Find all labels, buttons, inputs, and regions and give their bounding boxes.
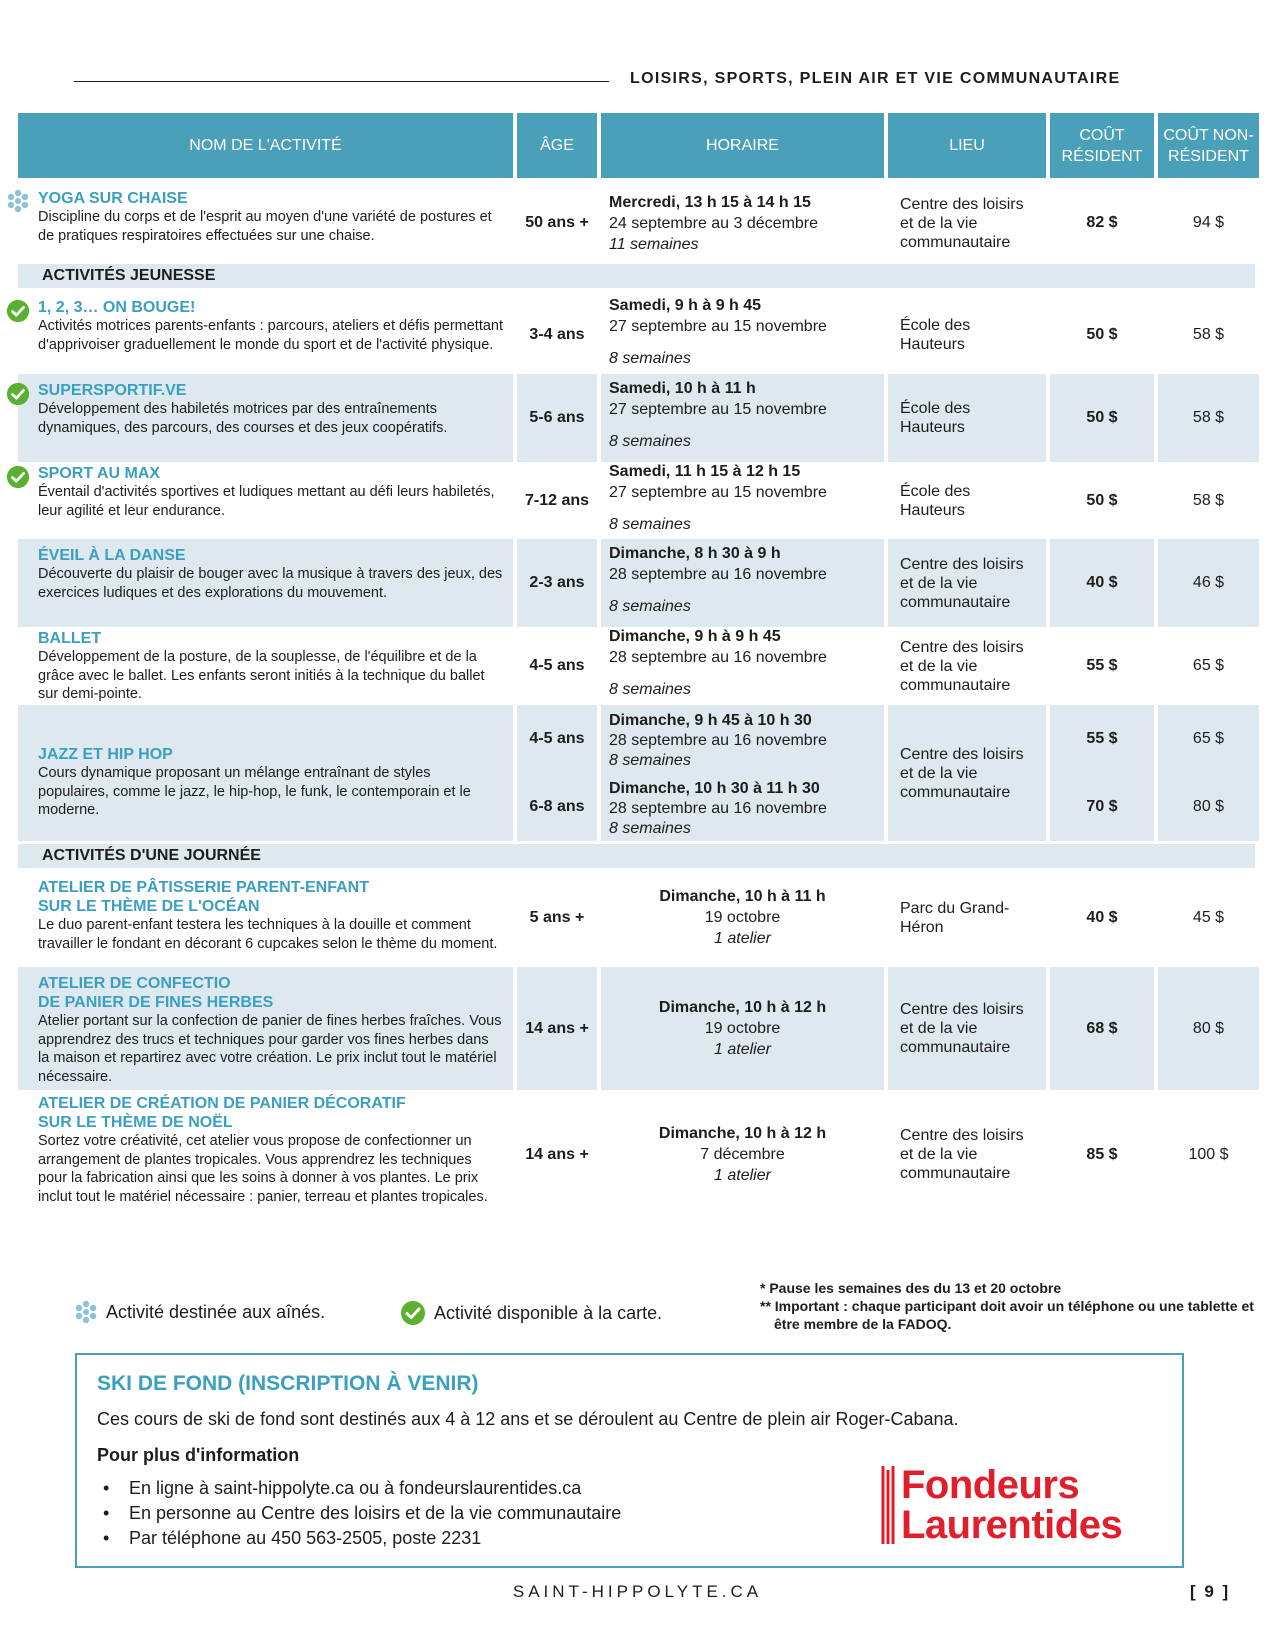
schedule-day: Samedi, 10 h à 11 h — [609, 380, 756, 397]
cost-resident: 85 $ — [1086, 1145, 1118, 1163]
activity-name: SUPERSPORTIF.VE — [38, 382, 187, 399]
schedule-cell — [601, 291, 884, 379]
schedule-day: Dimanche, 10 h à 12 h — [658, 999, 827, 1016]
table-header — [18, 113, 1255, 178]
age-cell: 5 ans + — [529, 908, 585, 926]
check-circle-icon — [6, 299, 30, 323]
activity-cell — [18, 705, 513, 841]
legend-seniors-label: Activité destinée aux aînés. — [106, 1301, 326, 1322]
activity-name: JAZZ ET HIP HOP — [38, 746, 173, 763]
activity-name: BALLET — [38, 630, 102, 647]
ski-title: SKI DE FOND (INSCRIPTION À VENIR) — [97, 1372, 479, 1395]
activity-name: SPORT AU MAX — [38, 465, 161, 482]
schedule-weeks: 8 semaines — [609, 598, 691, 615]
schedule-cell — [601, 967, 884, 1090]
activity-cell — [18, 1087, 513, 1222]
ski-tracks-icon — [880, 1464, 900, 1546]
place-cell: Centre des loisirs et de la vie communautaire — [900, 1127, 1024, 1182]
place-cell: Parc du Grand-Héron — [900, 899, 1010, 936]
table-row — [18, 457, 1255, 536]
logo-line1: Fondeurs — [901, 1463, 1080, 1507]
cost-resident: 50 $ — [1050, 374, 1154, 462]
cost-resident: 55 $ — [1086, 657, 1118, 674]
activity-description: Atelier portant sur la confection de panier de fines herbes fraîches. Vous apprendrez des trucs et techniques pour garder vos fines herbes dans la maison et repartirez avec votre création. Le prix inclut tout le matériel nécessaire. — [38, 1013, 502, 1085]
schedule-day: Dimanche, 9 h à 9 h 45 — [609, 628, 781, 645]
table-row — [18, 871, 1255, 964]
legend-card-label: Activité disponible à la carte. — [434, 1302, 663, 1323]
cost-resident: 68 $ — [1050, 967, 1154, 1090]
place-cell: Centre des loisirs et de la vie communautaire — [888, 967, 1046, 1090]
footnotes — [760, 1279, 1275, 1333]
schedule-dates: 28 septembre au 16 novembre — [609, 800, 827, 817]
schedule-day: Dimanche, 10 h 30 à 11 h 30 — [609, 780, 820, 797]
activity-name: 1, 2, 3… ON BOUGE! — [38, 299, 196, 316]
place-cell: École des Hauteurs — [900, 317, 971, 353]
cost-nonresident: 80 $ — [1158, 967, 1259, 1090]
cost-resident: 50 $ — [1086, 326, 1118, 343]
schedule-weeks: 1 atelier — [714, 930, 771, 947]
schedule-cell — [601, 773, 884, 841]
cost-nonresident: 65 $ — [1192, 657, 1225, 674]
activity-cell — [18, 291, 513, 379]
category-youth: ACTIVITÉS JEUNESSE — [18, 264, 1255, 288]
table-row-jazz — [18, 705, 1255, 841]
list-item: • En ligne à saint-hippolyte.ca ou à fondeurslaurentides.ca — [97, 1476, 1162, 1501]
schedule-dates: 24 septembre au 3 décembre — [609, 215, 819, 232]
cost-resident: 40 $ — [1050, 539, 1154, 627]
schedule-cell — [601, 871, 884, 964]
schedule-dates: 27 septembre au 15 novembre — [609, 484, 827, 501]
cost-nonresident: 58 $ — [1192, 492, 1225, 509]
list-item: • Par téléphone au 450 563-2505, poste 2231 — [97, 1526, 1162, 1551]
activity-cell — [18, 967, 513, 1090]
activity-name-line2: SUR LE THÈME DE NOËL — [38, 1114, 233, 1131]
place-cell: École des Hauteurs — [888, 374, 1046, 462]
activity-name-line1: ATELIER DE CONFECTIO — [38, 975, 231, 992]
schedule-cell — [601, 1087, 884, 1222]
activities-table — [18, 113, 1255, 1222]
activity-cell — [18, 871, 513, 964]
cost-nonresident: 45 $ — [1192, 908, 1225, 926]
cost-nonresident: 65 $ — [1158, 705, 1259, 773]
cost-resident: 55 $ — [1050, 705, 1154, 773]
legend-seniors — [74, 1300, 325, 1324]
activity-description: Développement de la posture, de la souplesse, de l'équilibre et de la grâce avec le ballet. Les enfants seront initiés à la technique du ballet sur demi-pointe. — [38, 649, 485, 702]
cost-nonresident: 58 $ — [1192, 326, 1225, 343]
schedule-dates: 27 septembre au 15 novembre — [609, 401, 827, 418]
schedule-day: Mercredi, 13 h 15 à 14 h 15 — [609, 194, 811, 211]
schedule-dates: 28 septembre au 16 novembre — [609, 649, 827, 666]
schedule-weeks: 8 semaines — [609, 350, 691, 367]
activity-description: Le duo parent-enfant testera les techniques à la douille et comment travailler le fondant en décorant 6 cupcakes selon le thème du moment. — [38, 917, 498, 952]
schedule-weeks: 8 semaines — [609, 820, 691, 837]
activity-name-line1: ATELIER DE PÂTISSERIE PARENT-ENFANT — [38, 879, 369, 896]
list-item: • En personne au Centre des loisirs et de la vie communautaire — [97, 1501, 1162, 1526]
cost-resident: 82 $ — [1086, 214, 1118, 231]
note-pause: * Pause les semaines des du 13 et 20 octobre — [760, 1280, 1062, 1296]
age-cell: 5-6 ans — [517, 374, 597, 462]
section-title: LOISIRS, SPORTS, PLEIN AIR ET VIE COMMUNAUTAIRE — [630, 70, 1121, 87]
schedule-day: Samedi, 11 h 15 à 12 h 15 — [609, 463, 801, 480]
activity-cell — [18, 622, 513, 710]
legend-card — [400, 1300, 662, 1326]
schedule-cell — [601, 181, 884, 265]
place-cell: École des Hauteurs — [900, 483, 971, 519]
schedule-weeks: 8 semaines — [609, 752, 691, 769]
page-number: [ 9 ] — [1190, 1582, 1231, 1601]
activity-name-line2: DE PANIER DE FINES HERBES — [38, 994, 274, 1011]
age-cell: 14 ans + — [517, 967, 597, 1090]
activity-description: Découverte du plaisir de bouger avec la musique à travers des jeux, des exercices ludiques et des explorations du mouvement. — [38, 566, 503, 601]
header-cost-resident: COÛT RÉSIDENT — [1050, 113, 1154, 178]
footer-url: SAINT-HIPPOLYTE.CA — [512, 1582, 763, 1601]
header-rule — [74, 81, 609, 82]
check-circle-icon — [6, 465, 30, 489]
ski-text: Ces cours de ski de fond sont destinés aux 4 à 12 ans et se déroulent au Centre de plein air Roger-Cabana. — [97, 1409, 959, 1429]
check-circle-icon — [6, 382, 30, 406]
activity-cell — [18, 539, 513, 627]
activity-name-line1: ATELIER DE CRÉATION DE PANIER DÉCORATIF — [38, 1095, 406, 1112]
cost-resident: 40 $ — [1086, 908, 1118, 926]
activity-cell — [18, 457, 513, 545]
header-age: ÂGE — [517, 113, 597, 178]
table-row — [18, 291, 1255, 371]
schedule-weeks: 1 atelier — [714, 1041, 771, 1058]
activity-description: Développement des habiletés motrices par des entraînements dynamiques, des parcours, des courses et des jeux coopératifs. — [38, 401, 448, 436]
activity-description: Sortez votre créativité, cet atelier vous propose de confectionner un arrangement de plantes tropicales. Vous apprendrez les techniques pour la fabrication ainsi que les soins à donner à vos plantes. Le prix inclut tout le matériel nécessaire : panier, terreau et plantes tropicales. — [38, 1133, 488, 1205]
cost-nonresident: 80 $ — [1158, 773, 1259, 841]
snowflake-icon — [6, 189, 30, 213]
age-cell: 6-8 ans — [517, 773, 597, 841]
table-row — [18, 539, 1255, 619]
cost-nonresident: 58 $ — [1158, 374, 1259, 462]
cost-resident: 50 $ — [1086, 492, 1118, 509]
cost-resident: 70 $ — [1050, 773, 1154, 841]
activity-description: Activités motrices parents-enfants : parcours, ateliers et défis permettant d'apprivoiser graduellement le monde du sport et de l'activité physique. — [38, 318, 504, 353]
schedule-cell — [601, 622, 884, 710]
schedule-dates: 28 septembre au 16 novembre — [609, 732, 827, 749]
header-schedule: HORAIRE — [601, 113, 884, 178]
check-circle-icon — [400, 1300, 426, 1326]
age-cell: 2-3 ans — [517, 539, 597, 627]
age-cell: 3-4 ans — [529, 326, 585, 343]
cost-nonresident: 46 $ — [1158, 539, 1259, 627]
table-row — [18, 622, 1255, 702]
schedule-day: Dimanche, 10 h à 11 h — [659, 888, 826, 905]
place-cell: Centre des loisirs et de la vie communautaire — [888, 705, 1046, 841]
header-place: LIEU — [888, 113, 1046, 178]
note-important: ** Important : chaque participant doit avoir un téléphone ou une tablette et être membre de la FADOQ. — [760, 1298, 1254, 1332]
header-activity: NOM DE L'ACTIVITÉ — [18, 113, 513, 178]
activity-name-line2: SUR LE THÈME DE L'OCÉAN — [38, 898, 260, 915]
table-row — [18, 1087, 1255, 1222]
activity-description: Discipline du corps et de l'esprit au moyen d'une variété de postures et de pratiques respiratoires effectuées sur une chaise. — [38, 209, 492, 244]
schedule-cell — [601, 457, 884, 545]
place-cell: Centre des loisirs et de la vie communautaire — [900, 638, 1024, 694]
schedule-cell — [601, 705, 884, 773]
schedule-weeks: 8 semaines — [609, 516, 691, 533]
age-cell: 4-5 ans — [517, 705, 597, 773]
schedule-dates: 19 octobre — [704, 909, 781, 926]
schedule-day: Dimanche, 10 h à 12 h — [658, 1125, 827, 1142]
activity-name: YOGA SUR CHAISE — [38, 190, 188, 207]
schedule-cell — [601, 374, 884, 462]
place-cell: Centre des loisirs et de la vie communautaire — [900, 195, 1024, 251]
schedule-day: Dimanche, 9 h 45 à 10 h 30 — [609, 712, 812, 729]
header-cost-nonresident: COÛT NON-RÉSIDENT — [1158, 113, 1259, 178]
age-cell: 7-12 ans — [524, 492, 590, 509]
activity-description: Éventail d'activités sportives et ludiques mettant au défi leurs habiletés, leur agilité et leur endurance. — [38, 484, 495, 519]
schedule-weeks: 11 semaines — [609, 236, 699, 253]
schedule-day: Dimanche, 8 h 30 à 9 h — [609, 545, 781, 562]
activity-name: ÉVEIL À LA DANSE — [38, 547, 186, 564]
schedule-dates: 27 septembre au 15 novembre — [609, 318, 827, 335]
table-row — [18, 181, 1255, 261]
schedule-weeks: 1 atelier — [714, 1167, 771, 1184]
schedule-dates: 7 décembre — [700, 1146, 785, 1163]
activity-cell — [18, 374, 513, 462]
schedule-dates: 19 octobre — [704, 1020, 781, 1037]
category-day: ACTIVITÉS D'UNE JOURNÉE — [18, 844, 1255, 868]
snowflake-icon — [74, 1300, 98, 1324]
schedule-day: Samedi, 9 h à 9 h 45 — [609, 297, 762, 314]
cost-nonresident: 100 $ — [1188, 1145, 1229, 1163]
age-cell: 14 ans + — [525, 1145, 589, 1163]
age-cell: 50 ans + — [525, 214, 589, 231]
schedule-weeks: 8 semaines — [609, 681, 691, 698]
cost-nonresident: 94 $ — [1192, 214, 1225, 231]
schedule-weeks: 8 semaines — [609, 433, 691, 450]
table-row — [18, 967, 1255, 1084]
place-cell: Centre des loisirs et de la vie communautaire — [888, 539, 1046, 627]
activity-description: Cours dynamique proposant un mélange entraînant de styles populaires, comme le jazz, le hip-hop, le funk, le contemporain et le moderne. — [38, 765, 471, 818]
table-row — [18, 374, 1255, 454]
schedule-cell — [601, 539, 884, 627]
ski-info-heading: Pour plus d'information — [97, 1445, 300, 1465]
schedule-dates: 28 septembre au 16 novembre — [609, 566, 827, 583]
logo-line2: Laurentides — [901, 1503, 1123, 1547]
age-cell: 4-5 ans — [529, 657, 585, 674]
fondeurs-laurentides-logo — [880, 1464, 1150, 1546]
activity-cell — [18, 181, 513, 265]
